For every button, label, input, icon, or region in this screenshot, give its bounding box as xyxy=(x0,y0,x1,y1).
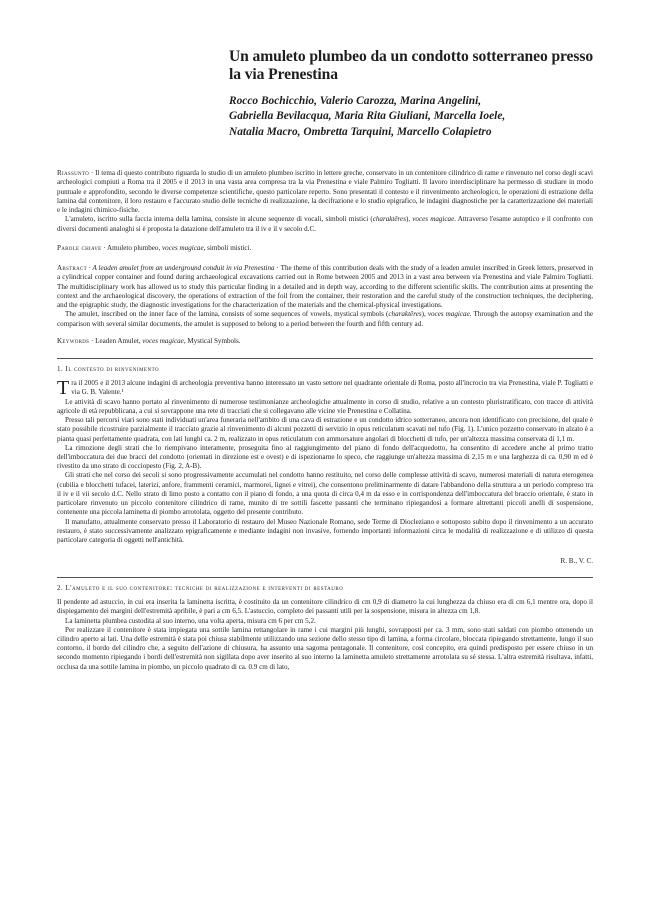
parole-chiave xyxy=(57,244,593,253)
riassunto-text: ), xyxy=(405,215,413,224)
riassunto-italic: charaktêres xyxy=(372,215,406,224)
section-1-body xyxy=(57,379,593,545)
keywords-text: · Leaden Amulet, xyxy=(89,336,143,345)
abstract-italic: charaktêres xyxy=(388,310,422,319)
riassunto-italic: voces magicae xyxy=(412,215,455,224)
body-paragraph: Il manufatto, attualmente conservato presso il Laboratorio di restauro del Museo Nazionale Romano, sede Terme di Diocleziano e sottoposto subito dopo il rinvenimento a un accurato restauro, è stato successivamente analizzato epigraficamente e mediante indagini non invasive, fornendo importanti informazioni circa le modalità di realizzazione e di utilizzo di questa particolare categoria di oggetti nell'antichità. xyxy=(57,517,593,544)
riassunto-text: · Il tema di questo contributo riguarda lo studio di un amuleto plumbeo iscritto in lettere greche, conservato in un contenitore cilindrico di rame e rinvenuto nel corso degli scavi archeologici compiuti a Roma tra il 2005 e il 2013 in una vasta area compresa tra la via Prenestina e viale Palmiro Togliatti. Il lavoro interdisciplinare ha permesso di studiare in modo puntuale e approfondito, secondo le diverse competenze scientifiche, questo particolare reperto. Sono presentati il contesto e il rinvenimento archeologico, le operazioni di estrazione della lamina dal contenitore, il loro restauro e l'accurato studio delle tecniche di realizzazione, la decifrazione e lo studio epigrafico, le indagini diagnostiche per la caratterizzazione dei materiali e le indagini chimico-fisiche. xyxy=(57,169,593,215)
abstract-text: The amulet, inscribed on the inner face of the lamina, consists of some sequences of vowels, mystical symbols ( xyxy=(65,310,389,319)
abstract-italic: voces magicae xyxy=(427,310,470,319)
riassunto-text: . Attraverso l'esame autoptico e il confronto con diversi documenti analoghi si è proposta la datazione dell'amuleto tra il iv e il v secolo d.C. xyxy=(57,215,593,233)
keywords xyxy=(57,337,593,346)
keywords-italic: voces magicae xyxy=(142,336,184,345)
abstract-title: · A leaden amulet from an underground conduit in via Prenestina xyxy=(87,264,275,273)
article-page xyxy=(57,48,593,672)
abstract-text: · The theme of this contribution deals with the study of a leaden amulet inscribed in Greek letters, preserved in a cylindrical copper container and found during archaeological excavations carried out in Rome between 2005 and 2013 in a vast area between via Prenestina and viale Palmiro Togliatti. The multidisciplinary work has allowed us to study this particular finding in a detailed and in depth way, according to the different scientific skills. The contribution aims at presenting the context and the archaeological discovery, the operations of extraction of the foil from the container, their restoration and the careful study of the construction techniques, the deciphering, and the epigraphic study, the diagnostic investigations for the characterization of the materials and the chemical-physical investigations. xyxy=(57,264,593,310)
riassunto-paragraph xyxy=(57,169,593,215)
body-paragraph: Presso tali percorsi viari sono stati individuati un'area funeraria nell'ambito di una cava di estrazione e un condotto idrico sotterraneo, ancora non identificato con precisione, del quale è stato possibile ricostruire parzialmente il tracciato grazie al rinvenimento di alcuni pozzetti di servizio in opus reticulatum scavati nel tufo (Fig. 1). L'unico pozzetto conservato in alzato è a pianta quasi perfettamente quadrata, con lati lunghi ca. 2 m, realizzato in opus reticulatum con ammorsature angolari di blocchetti di tufo, per un'altezza massima conservata di 1,1 m. xyxy=(57,416,593,443)
parole-chiave-text: · Amuleto plumbeo, xyxy=(101,243,163,252)
author-line: Rocco Bochicchio, Valerio Carozza, Marina Angelini, xyxy=(229,95,482,107)
body-paragraph: La laminetta plumbea custodita al suo interno, una volta aperta, misura cm 6 per cm 5,2. xyxy=(65,616,316,625)
riassunto-paragraph-2 xyxy=(57,215,593,234)
author-line: Natalia Macro, Ombretta Tarquini, Marcello Colapietro xyxy=(229,125,492,138)
body-paragraph: Gli strati che nel corso dei secoli si sono progressivamente accumulati nel condotto hanno restituito, nel corso delle complesse attività di scavo, numerosi materiali di natura eterogenea (cubilia e blocchetti tufacei, laterizi, anfore, frammenti ceramici, marmorei, lignei e vitrei), che consentono preliminarmente di datare l'abbandono della struttura a un periodo compreso tra il iv e il vii secolo d.C. Nello strato di limo posto a contatto con il piano di fondo, a una quota di circa 0,4 m da esso e in corrispondenza dell'imboccatura del braccio orientale, è stato in particolare rinvenuto un piccolo contenitore cilindrico di rame, munito di tre sottili fascette passanti che terminano ripiegandosi a formare altrettanti piccoli anelli di sospensione, contenente una piccola laminetta di piombo arrotolata, oggetto del presente contributo. xyxy=(57,471,593,517)
keywords-label: Keywords xyxy=(57,336,90,345)
section-divider xyxy=(57,358,593,359)
section-heading-2: 2. L'amuleto e il suo contenitore: tecniche di realizzazione e interventi di restauro xyxy=(57,584,344,593)
drop-cap: T xyxy=(57,377,70,400)
body-paragraph: Il pendente ad astuccio, in cui era inserita la laminetta iscritta, è costituito da un contenitore cilindrico di cm 0,9 di diametro la cui lunghezza da chiuso era di cm 6,1 mentre ora, dopo il dispiegamento dei margini dell'estremità apribile, è pari a cm 6,5. L'astuccio, completo dei passanti utili per la sospensione, misura in altezza cm 1,8. xyxy=(57,598,593,616)
parole-chiave-text: , simboli mistici. xyxy=(203,243,252,252)
article-title: Un amuleto plumbeo da un condotto sotterraneo presso la via Prenestina xyxy=(229,48,594,83)
author-signature: R. B., V. C. xyxy=(560,557,593,566)
section-divider xyxy=(57,577,593,578)
body-paragraph: La rimozione degli strati che lo riempivano interamente, proseguita fino al raggiungimento del piano di fondo dell'acquedotto, ha consentito di accedere anche al primo tratto dell'imboccatura dei due bracci del condotto (orientati in direzione est e ovest) e di ispezionarne lo speco, che raggiunge un'altezza massima di 2,15 m e una larghezza di ca. 0,90 m ed è rivestito da uno strato di cocciopesto (Fig. 2, A-B). xyxy=(57,443,593,471)
parole-chiave-label: Parole chiave xyxy=(57,243,102,252)
section-2-body xyxy=(57,598,593,672)
abstract-block xyxy=(57,264,593,329)
abstract-text: ), xyxy=(421,310,428,319)
author-line: Gabriella Bevilacqua, Maria Rita Giuliani, Marcella Ioele, xyxy=(229,110,506,123)
abstract-label: Abstract xyxy=(57,264,88,273)
abstract-paragraph-2 xyxy=(57,310,593,329)
article-header xyxy=(229,48,593,140)
parole-chiave-italic: voces magicae xyxy=(162,243,204,252)
riassunto-label: Riassunto xyxy=(57,169,90,178)
abstract-text: . Through the autopsy examination and the comparison with several similar documents, the amulet is supposed to belong to a period between the fourth and fifth century ad. xyxy=(57,310,594,328)
body-paragraph: Le attività di scavo hanno portato al rinvenimento di numerose testimonianze archeologiche attualmente in corso di studio, relative a un contesto pluristratificato, con tracce di attività agricole di età repubblicana, a cui si sovrappone una rete di tracciati che si collegavano alle vicine vie Prenestina e Collatina. xyxy=(57,397,593,415)
body-paragraph xyxy=(57,377,593,400)
riassunto-text: L'amuleto, iscritto sulla faccia interna della lamina, consiste in alcune sequenze di vocali, simboli mistici ( xyxy=(65,215,373,224)
section-heading-1: 1. Il contesto di rinvenimento xyxy=(57,365,160,374)
body-paragraph: Per realizzare il contenitore è stata impiegata una sottile lamina rettangolare in rame i cui margini più lunghi, sovrapposti per ca. 3 mm, sono stati saldati con piombo ottenendo un cilindro aperto ai lati. Una delle estremità è stata poi chiusa stabilmente utilizzando una sezione dello stesso tipo di lamina, a forma circolare, bloccata ripiegando strettamente, lungo il suo contorno, il bordo del cilindro che, a seguito dell'azione di chiusura, ha assunto una sagoma pentagonale. Il contenitore, così concepito, era quindi predisposto per essere chiuso in un secondo momento ripiegando i bordi dell'estremità non sigillata dopo aver inserito al suo interno la laminetta amuleto strettamente arrotolata su sé stessa. L'altra estremità risultava, infatti, occlusa da una sottile lamina in piombo, un piccolo quadrato di ca. 0.9 cm di lato, xyxy=(57,625,593,671)
author-list xyxy=(229,94,593,140)
body-text: ra il 2005 e il 2013 alcune indagini di archeologia preventiva hanno interessato un vasto settore nel quadrante orientale di Roma, posto all'incrocio tra via Prenestina, viale P. Togliatti e via G. B. Valente.¹ xyxy=(71,379,593,397)
riassunto-block xyxy=(57,169,593,234)
abstract-paragraph xyxy=(57,264,593,310)
keywords-text: , Mystical Symbols. xyxy=(183,336,241,345)
